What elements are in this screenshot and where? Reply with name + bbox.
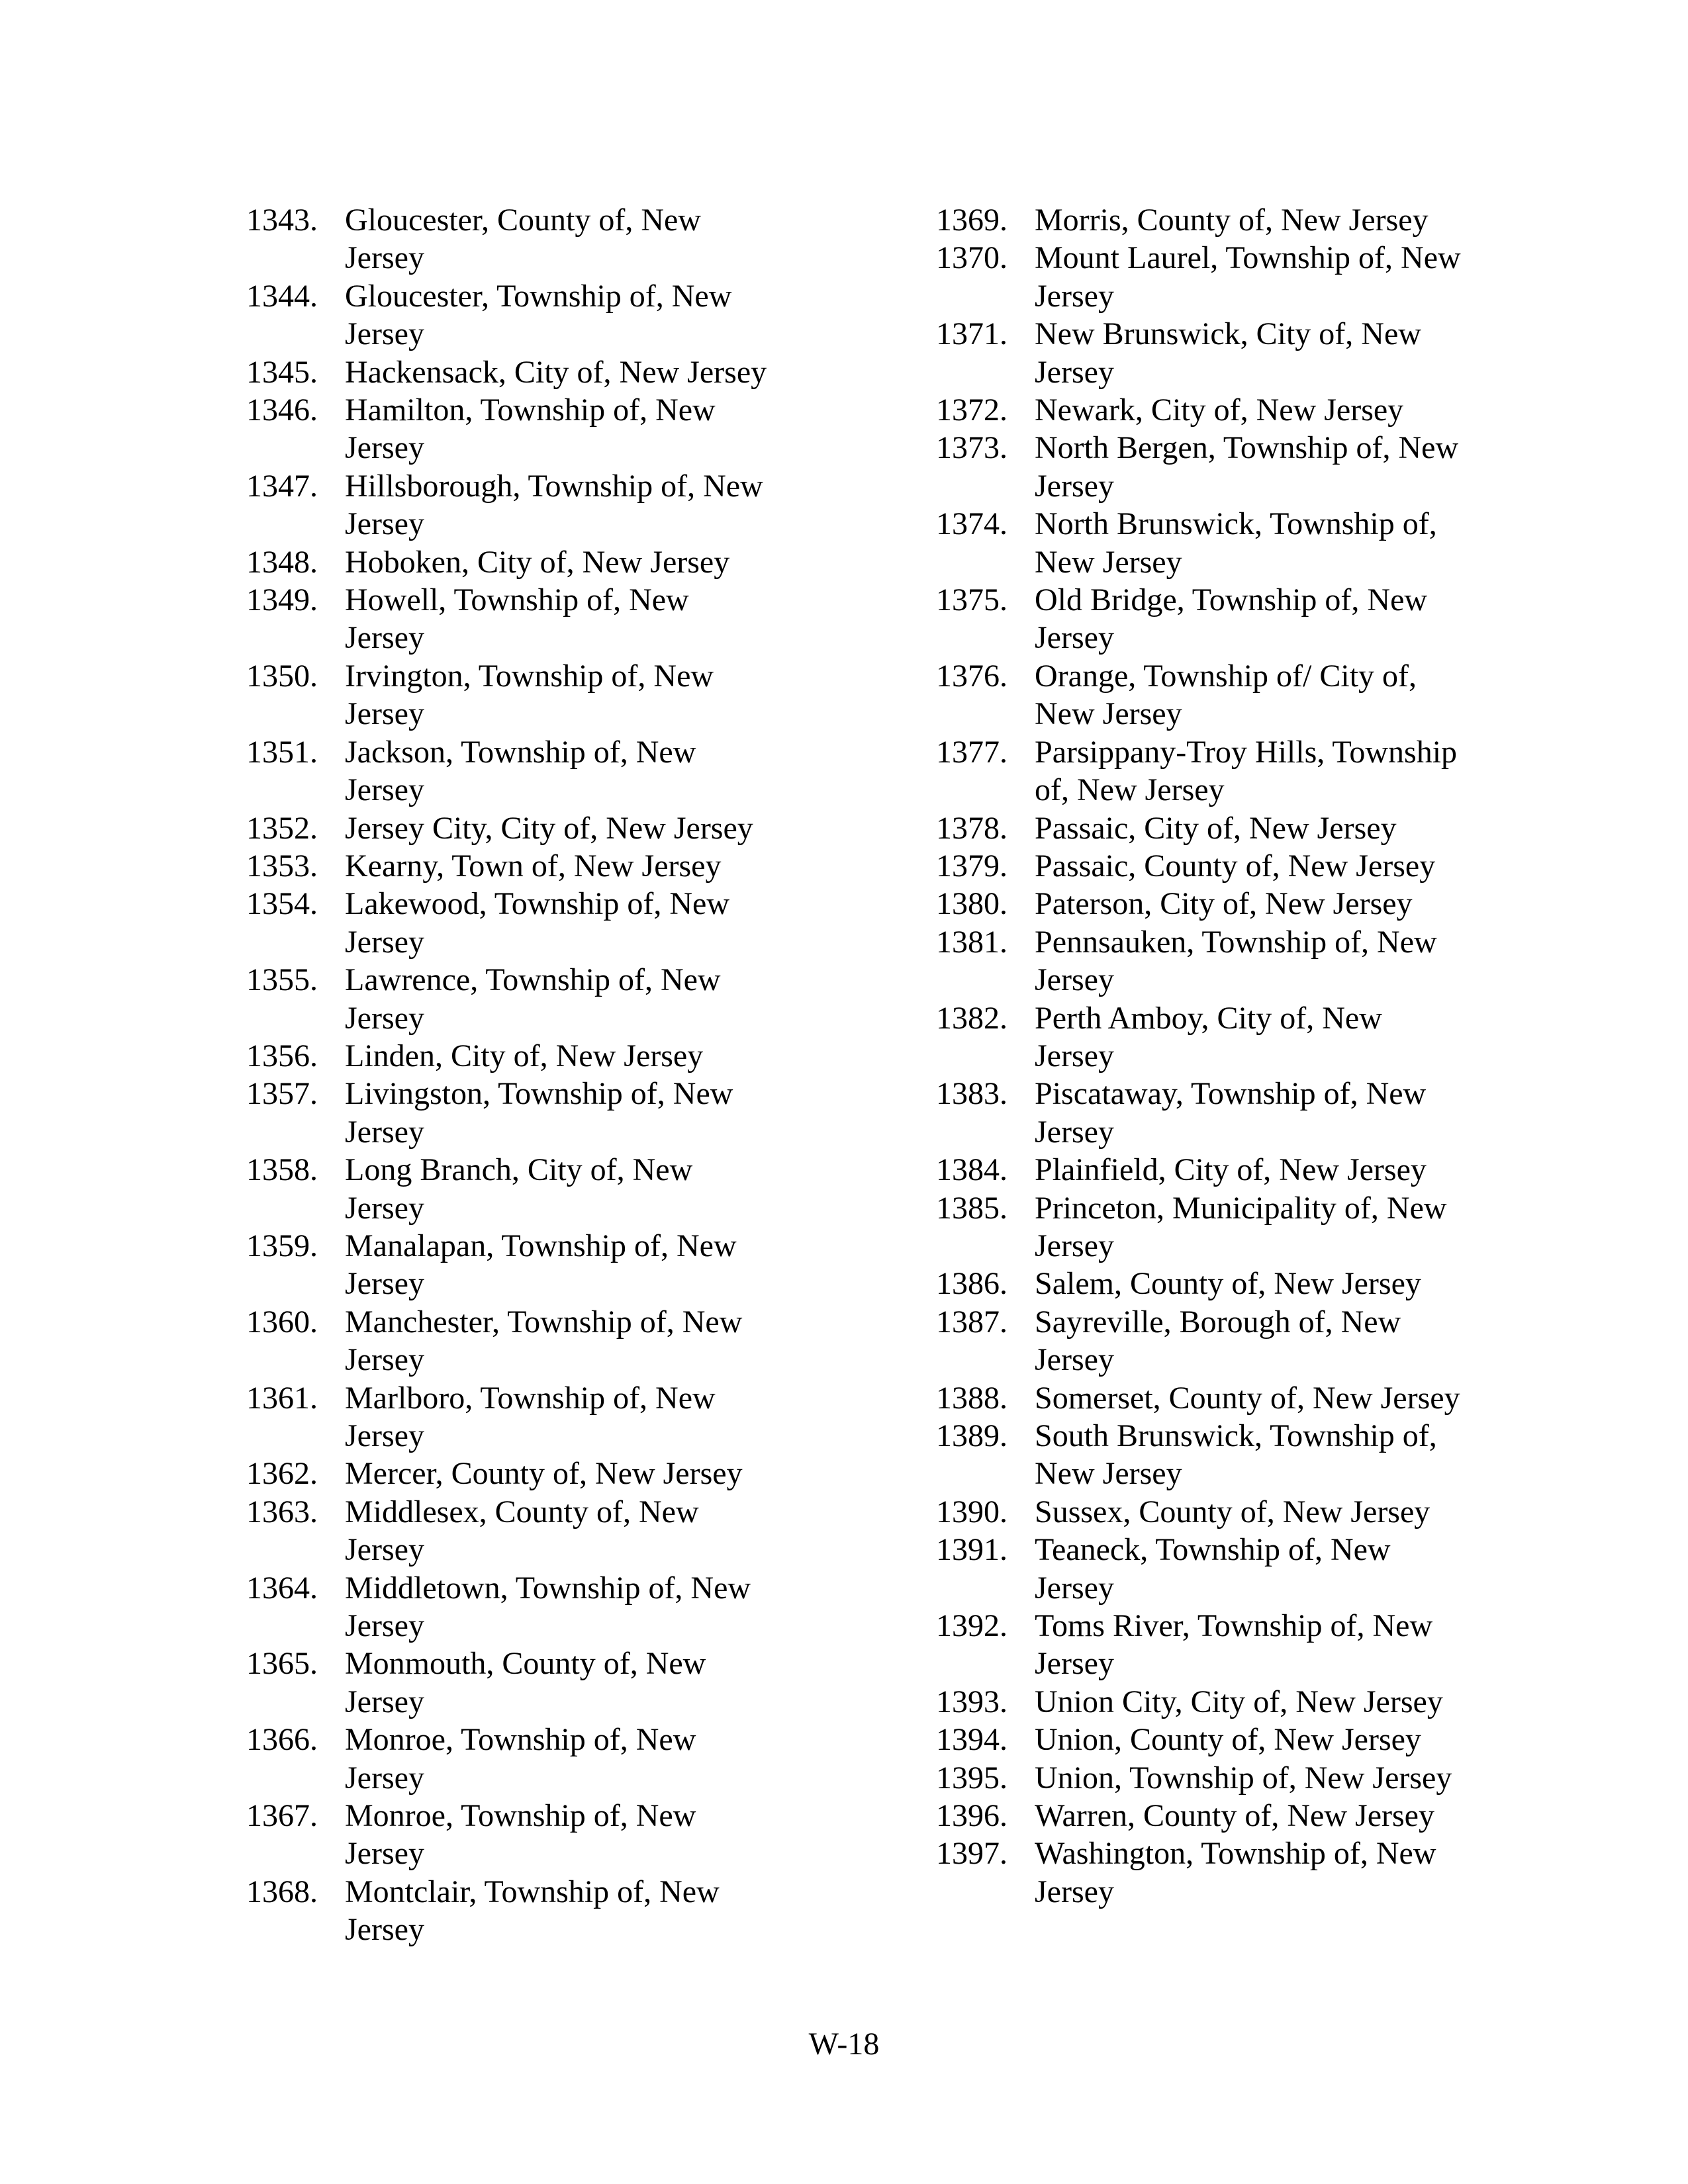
item-name: Princeton, Municipality of, New Jersey [1035,1190,1447,1263]
item-number: 1385. [936,1190,1008,1226]
list-item [936,429,1598,505]
item-number: 1380. [936,886,1008,922]
item-name: Union City, City of, New Jersey [1035,1684,1443,1719]
item-name: Irvington, Township of, New Jersey [345,658,714,732]
list-item [936,315,1598,391]
list-item [936,809,1598,847]
list-item [936,1265,1598,1302]
list-item [936,1303,1598,1379]
item-number: 1367. [246,1798,318,1834]
list-item [936,201,1598,239]
list-item [936,1379,1598,1417]
page-number: W-18 [808,2026,880,2062]
item-number: 1375. [936,582,1008,618]
item-name: Gloucester, County of, New Jersey [345,203,701,276]
item-name: Lawrence, Township of, New Jersey [345,962,721,1036]
item-name: North Brunswick, Township of, New Jersey [1035,506,1437,580]
item-name: Hillsborough, Township of, New Jersey [345,468,763,542]
item-name: Warren, County of, New Jersey [1035,1798,1434,1834]
list-item [246,353,908,391]
item-number: 1389. [936,1418,1008,1453]
right-column [936,201,1598,1911]
item-name: Plainfield, City of, New Jersey [1035,1152,1427,1188]
item-number: 1377. [936,734,1008,770]
item-number: 1395. [936,1760,1008,1796]
list-item [246,391,908,467]
item-name: Middletown, Township of, New Jersey [345,1570,751,1644]
item-name: Mount Laurel, Township of, New Jersey [1035,240,1461,314]
item-name: Toms River, Township of, New Jersey [1035,1608,1433,1682]
item-name: Teaneck, Township of, New Jersey [1035,1532,1391,1606]
item-name: Old Bridge, Township of, New Jersey [1035,582,1428,656]
item-number: 1392. [936,1608,1008,1644]
list-item [936,923,1598,999]
list-item [246,1037,908,1075]
item-number: 1352. [246,810,318,846]
item-name: South Brunswick, Township of, New Jersey [1035,1418,1437,1492]
item-number: 1378. [936,810,1008,846]
item-name: Manchester, Township of, New Jersey [345,1304,743,1378]
list-item [246,847,908,885]
list-item [936,733,1598,809]
item-name: Paterson, City of, New Jersey [1035,886,1413,922]
item-number: 1353. [246,848,318,884]
item-number: 1362. [246,1456,318,1492]
item-name: Pennsauken, Township of, New Jersey [1035,924,1437,998]
item-number: 1360. [246,1304,318,1340]
item-number: 1348. [246,544,318,580]
item-number: 1347. [246,468,318,504]
item-number: 1345. [246,354,318,390]
item-name: Livingston, Township of, New Jersey [345,1076,733,1150]
item-number: 1361. [246,1380,318,1416]
list-item [246,1569,908,1645]
item-number: 1370. [936,240,1008,276]
list-item [936,1417,1598,1493]
item-name: Newark, City of, New Jersey [1035,392,1404,428]
item-number: 1383. [936,1076,1008,1112]
list-item [246,1721,908,1797]
item-name: Gloucester, Township of, New Jersey [345,278,732,352]
item-name: Montclair, Township of, New Jersey [345,1874,720,1948]
list-item [246,733,908,809]
item-number: 1350. [246,658,318,694]
item-number: 1381. [936,924,1008,960]
item-number: 1355. [246,962,318,998]
item-name: Hamilton, Township of, New Jersey [345,392,716,466]
item-number: 1394. [936,1722,1008,1758]
item-number: 1397. [936,1836,1008,1872]
list-item [936,1797,1598,1835]
item-number: 1372. [936,392,1008,428]
item-name: Manalapan, Township of, New Jersey [345,1228,737,1302]
list-item [246,201,908,277]
item-name: Marlboro, Township of, New Jersey [345,1380,716,1453]
list-item [936,505,1598,581]
item-name: Perth Amboy, City of, New Jersey [1035,1000,1382,1073]
list-item [246,961,908,1037]
list-item [936,847,1598,885]
item-number: 1391. [936,1532,1008,1568]
item-name: Long Branch, City of, New Jersey [345,1152,693,1226]
item-name: New Brunswick, City of, New Jersey [1035,316,1421,390]
list-item [936,1683,1598,1721]
list-item [936,1835,1598,1911]
item-number: 1357. [246,1076,318,1112]
item-name: Sayreville, Borough of, New Jersey [1035,1304,1401,1378]
list-item [246,1645,908,1721]
item-number: 1346. [246,392,318,428]
list-item [936,581,1598,657]
item-number: 1386. [936,1266,1008,1302]
item-name: Passaic, City of, New Jersey [1035,810,1397,846]
list-item [246,1455,908,1492]
list-item [936,391,1598,429]
item-name: Morris, County of, New Jersey [1035,203,1429,238]
list-item [936,1759,1598,1797]
item-name: Monroe, Township of, New Jersey [345,1722,696,1796]
list-item [936,1151,1598,1189]
list-item [246,1379,908,1455]
item-name: Union, Township of, New Jersey [1035,1760,1452,1796]
item-number: 1366. [246,1722,318,1758]
item-name: Piscataway, Township of, New Jersey [1035,1076,1427,1150]
item-number: 1376. [936,658,1008,694]
item-number: 1393. [936,1684,1008,1719]
item-name: Sussex, County of, New Jersey [1035,1494,1430,1529]
item-name: Jackson, Township of, New Jersey [345,734,696,808]
item-number: 1373. [936,430,1008,466]
item-number: 1351. [246,734,318,770]
item-name: Monroe, Township of, New Jersey [345,1798,696,1872]
item-name: Hoboken, City of, New Jersey [345,544,730,580]
item-number: 1388. [936,1380,1008,1416]
list-item [246,581,908,657]
item-name: Kearny, Town of, New Jersey [345,848,722,884]
list-item [936,1531,1598,1607]
list-item [246,1493,908,1569]
item-number: 1363. [246,1494,318,1529]
list-item [936,1493,1598,1531]
item-number: 1349. [246,582,318,618]
list-item [246,885,908,961]
item-name: Howell, Township of, New Jersey [345,582,689,656]
item-number: 1343. [246,203,318,238]
item-name: Orange, Township of/ City of, New Jersey [1035,658,1417,732]
item-number: 1374. [936,506,1008,542]
item-name: Washington, Township of, New Jersey [1035,1836,1436,1909]
list-item [936,1075,1598,1151]
item-number: 1379. [936,848,1008,884]
item-name: North Bergen, Township of, New Jersey [1035,430,1459,504]
item-name: Middlesex, County of, New Jersey [345,1494,699,1568]
item-name: Union, County of, New Jersey [1035,1722,1421,1758]
list-item [246,809,908,847]
list-item [246,277,908,353]
item-number: 1359. [246,1228,318,1263]
left-column [246,201,908,1949]
item-number: 1344. [246,278,318,314]
item-number: 1369. [936,203,1008,238]
list-item [936,239,1598,315]
list-item [246,1873,908,1949]
list-item [246,1151,908,1227]
item-number: 1368. [246,1874,318,1909]
item-name: Jersey City, City of, New Jersey [345,810,753,846]
item-name: Lakewood, Township of, New Jersey [345,886,729,960]
list-item [246,467,908,543]
list-item [246,543,908,581]
item-name: Hackensack, City of, New Jersey [345,354,767,390]
list-item [936,999,1598,1075]
item-name: Somerset, County of, New Jersey [1035,1380,1460,1416]
item-name: Parsippany-Troy Hills, Township of, New Jersey [1035,734,1458,808]
item-name: Passaic, County of, New Jersey [1035,848,1436,884]
item-number: 1390. [936,1494,1008,1529]
list-item [936,1189,1598,1265]
item-name: Linden, City of, New Jersey [345,1038,704,1073]
list-item [936,1721,1598,1758]
item-number: 1356. [246,1038,318,1073]
list-item [246,1227,908,1303]
item-number: 1371. [936,316,1008,352]
item-name: Mercer, County of, New Jersey [345,1456,743,1492]
list-item [936,1607,1598,1683]
item-number: 1387. [936,1304,1008,1340]
item-name: Salem, County of, New Jersey [1035,1266,1421,1302]
item-number: 1364. [246,1570,318,1606]
item-number: 1384. [936,1152,1008,1188]
list-item [246,1075,908,1151]
list-item [246,657,908,733]
item-number: 1358. [246,1152,318,1188]
list-item [246,1303,908,1379]
list-item [936,885,1598,923]
item-number: 1396. [936,1798,1008,1834]
list-item [936,657,1598,733]
list-item [246,1797,908,1873]
item-number: 1354. [246,886,318,922]
item-number: 1365. [246,1646,318,1682]
item-number: 1382. [936,1000,1008,1036]
item-name: Monmouth, County of, New Jersey [345,1646,706,1719]
